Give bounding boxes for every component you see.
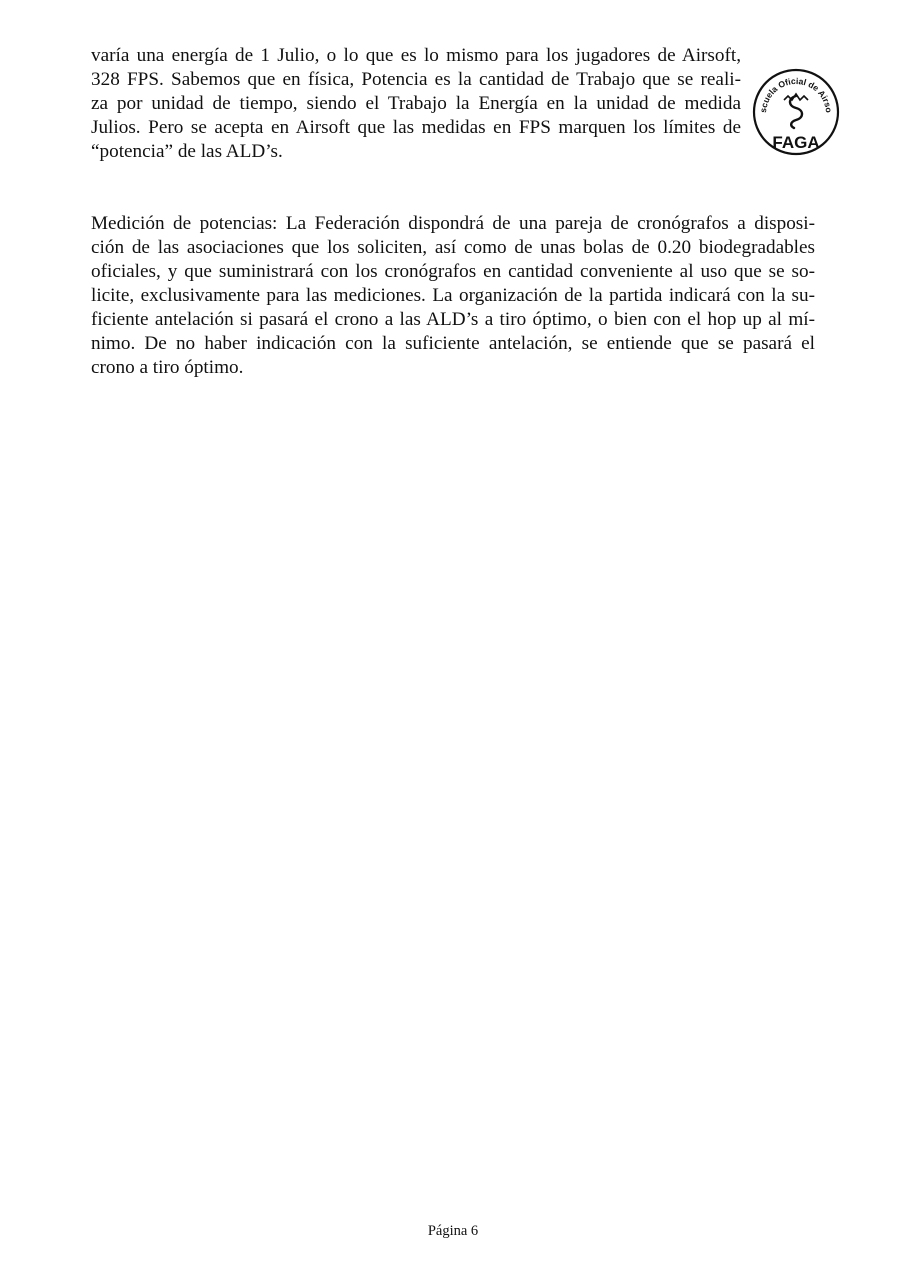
logo-arc-text: scuela Oficial de Airso [757,75,835,114]
text-line: nimo. De no haber indicación con la suficiente antelación, se entiende que se pasará el [91,333,815,354]
logo-name: FAGA [772,133,820,152]
text-line: oficiales, y que suministrará con los cronógrafos en cantidad conveniente al uso que se so- [91,261,815,282]
text-line: za por unidad de tiempo, siendo el Trabajo la Energía en la unidad de medida [91,93,741,114]
text-line: ficiente antelación si pasará el crono a las ALD’s a tiro óptimo, o bien con el hop up al mí- [91,309,815,330]
page-number: Página 6 [427,1223,479,1239]
text-line: ción de las asociaciones que los soliciten, así como de unas bolas de 0.20 biodegradables [91,237,815,258]
text-line: crono a tiro óptimo. [91,357,244,378]
text-line: Julios. Pero se acepta en Airsoft que las medidas en FPS marquen los límites de [91,117,741,138]
faga-logo-icon [752,68,840,156]
text-line: licite, exclusivamente para las mediciones. La organización de la partida indicará con la su- [91,285,815,306]
text-line: varía una energía de 1 Julio, o lo que es lo mismo para los jugadores de Airsoft, [91,45,741,66]
text-line: 328 FPS. Sabemos que en física, Potencia es la cantidad de Trabajo que se reali- [91,69,741,90]
text-line: “potencia” de las ALD’s. [91,141,283,162]
faga-logo [752,68,840,156]
text-line: Medición de potencias: La Federación dispondrá de una pareja de cronógrafos a disposi- [91,213,815,234]
